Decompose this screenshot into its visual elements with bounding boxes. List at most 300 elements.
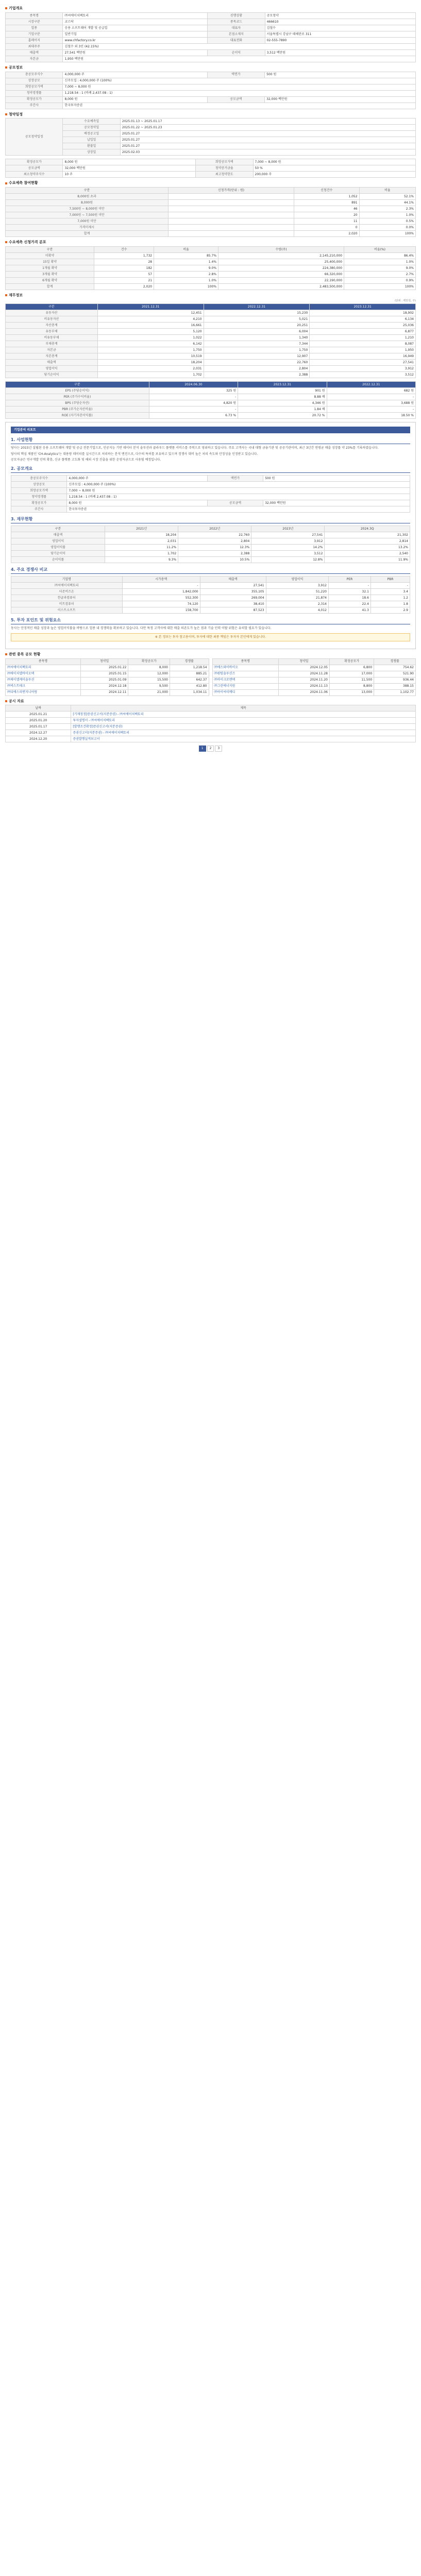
column-header: 청약일: [278, 658, 329, 665]
table-cell: 자산총계: [6, 322, 98, 328]
column-header: 2023년: [251, 526, 325, 532]
header-row: [6, 705, 416, 711]
column-header: 구분: [6, 303, 98, 310]
finance-table: [5, 303, 416, 378]
table-cell: 3,512: [251, 550, 325, 556]
schedule-row: [6, 118, 416, 125]
table-cell: PBR (주가순자산비율): [6, 406, 149, 412]
table-cell: 100%: [154, 283, 218, 290]
table-cell: 6,134: [310, 316, 416, 322]
table-cell: 순이익률: [11, 556, 105, 563]
table-cell: 5,021: [204, 316, 310, 322]
table-cell: 12,000: [128, 671, 170, 677]
info-value: 7,000 ~ 8,000 원: [67, 487, 410, 494]
table-cell: 3개월 확약: [6, 271, 94, 277]
info-value: 8,000 원: [67, 500, 207, 506]
table-cell: 3,512: [310, 371, 416, 378]
table-cell: 521.90: [374, 671, 416, 677]
info-row: [6, 172, 416, 178]
table-row: [11, 607, 410, 613]
table-cell: 비유동부채: [6, 334, 98, 341]
related-stock-link[interactable]: ㈜아이씨티메디: [212, 689, 278, 696]
schedule-value: 2025.01.13 ~ 2025.01.17: [120, 118, 415, 125]
header-row: [6, 188, 416, 194]
schedule-table: [5, 118, 416, 156]
table-cell: 1,842,000: [122, 588, 200, 595]
table-cell: 27,541: [200, 582, 266, 588]
info-value: 8,000 원: [63, 96, 207, 103]
table-cell: 비트컴퓨터: [11, 601, 123, 607]
table-cell: [169, 200, 294, 206]
table-row: [6, 683, 209, 689]
table-cell: 10.5%: [178, 556, 251, 563]
info-row: [6, 159, 416, 165]
table-cell: 52.1%: [359, 194, 415, 200]
table-cell: 12.8%: [251, 556, 325, 563]
table-cell: 9.0%: [344, 265, 416, 271]
column-header: 2022.12.31: [327, 381, 415, 387]
lockup-table: [5, 246, 416, 290]
table-cell: 2024.11.28: [278, 671, 329, 677]
info-value: 4,000,000 주: [63, 72, 207, 78]
table-cell: -: [149, 406, 238, 412]
info-value: 일반기업: [63, 31, 208, 37]
related-stock-link[interactable]: ㈜넥스트테크: [6, 683, 81, 689]
table-cell: 388.15: [374, 683, 416, 689]
table-cell: 10,519: [97, 353, 204, 359]
table-row: [6, 200, 416, 206]
table-cell: 8,000원: [6, 200, 169, 206]
info-label: 종목코드: [208, 19, 265, 25]
news-table: [5, 705, 416, 742]
info-row: [6, 43, 416, 49]
table-cell: 17,000: [329, 671, 374, 677]
report-heading-1: 1. 사업현황: [11, 437, 410, 444]
table-row: [6, 365, 416, 371]
related-stock-link[interactable]: ㈜마이크로엔텍: [212, 677, 278, 683]
table-cell: 부채총계: [6, 341, 98, 347]
table-row: [6, 371, 416, 378]
table-cell: 4,012: [266, 607, 328, 613]
disclaimer-notice: ※ 본 정보는 투자 참고용이며, 투자에 대한 최종 책임은 투자자 본인에게 있습니다.: [11, 633, 410, 641]
table-cell: 16,661: [97, 322, 204, 328]
table-cell: 2025.01.09: [80, 677, 128, 683]
table-cell: 21: [94, 277, 154, 283]
info-row: [6, 78, 416, 84]
table-cell: 6,004: [204, 328, 310, 334]
table-cell: 가격미제시: [6, 225, 169, 231]
table-row: [6, 353, 416, 359]
info-row: [6, 72, 416, 78]
table-cell: 891: [294, 200, 359, 206]
table-cell: 유동자산: [6, 310, 98, 316]
column-header: 확정공모가: [329, 658, 374, 665]
table-cell: 1,702: [97, 371, 204, 378]
table-row: [6, 665, 209, 671]
table-row: [6, 271, 416, 277]
table-cell: 2025.01.22: [80, 665, 128, 671]
schedule-label: 상장일: [63, 149, 120, 156]
table-cell: 2,314: [266, 601, 328, 607]
table-row: [6, 218, 416, 225]
info-value: www.chfactory.co.kr: [63, 37, 208, 43]
info-row: [6, 37, 416, 43]
table-cell: 7,000원 미만: [6, 218, 169, 225]
table-row: [6, 252, 416, 259]
report-paragraph-2: 당사의 핵심 제품인 'CH-Analytics'는 대용량 데이터를 실시간으로 처리하는 분석 엔진으로, 다수의 특허를 보유하고 있으며 경쟁사 대비 높은 처리 속도와 안정성을 인정받고 있습니다.: [11, 452, 258, 456]
column-header: 비율: [154, 246, 218, 252]
table-cell: 13,000: [329, 689, 374, 696]
info-label: 청약경쟁률: [11, 494, 67, 500]
table-cell: 2.3%: [359, 206, 415, 212]
table-row: [6, 394, 416, 400]
table-cell: 8.88 배: [238, 394, 327, 400]
column-header: 날짜: [6, 705, 71, 711]
table-cell: 3,912: [266, 582, 328, 588]
table-cell: 22,760: [204, 359, 310, 365]
info-label: 홈페이지: [6, 37, 63, 43]
info-value: 공모청약: [265, 12, 415, 19]
table-cell: 20,251: [204, 322, 310, 328]
table-cell: 6.73 %: [149, 412, 238, 418]
peer-table: [11, 576, 410, 614]
offer-info-table: [5, 72, 416, 109]
table-cell: 6,877: [310, 328, 416, 334]
table-cell: 1,702: [105, 550, 178, 556]
info-value: 32,000 백만원: [63, 165, 196, 172]
schedule-label: 수요예측일: [63, 118, 120, 125]
info-label: 최고청약한도: [196, 172, 253, 178]
column-header: PBR: [371, 576, 410, 582]
info-value: 신주모집 : 4,000,000 주 (100%): [63, 78, 416, 84]
table-cell: [169, 225, 294, 231]
info-row: [6, 25, 416, 31]
table-cell: 1,750: [204, 347, 310, 353]
table-cell: 2,388: [178, 550, 251, 556]
basic-info-table: [5, 12, 416, 62]
related-stock-link[interactable]: ㈜그린에너지원: [212, 683, 278, 689]
table-row: [6, 387, 416, 394]
info-row: [11, 481, 410, 487]
table-cell: 74,120: [122, 601, 200, 607]
related-stock-link[interactable]: ㈜퀀텀솔루션즈: [212, 671, 278, 677]
table-row: [6, 689, 209, 696]
info-label: 시장구분: [6, 19, 63, 25]
table-cell: 20: [294, 212, 359, 218]
table-cell: 2,483,500,000: [218, 283, 344, 290]
table-cell: 1,732: [94, 252, 154, 259]
table-cell: 11,500: [329, 677, 374, 683]
table-row: [6, 406, 416, 412]
info-value: 한국투자증권: [67, 506, 410, 512]
schedule-row: [6, 149, 416, 156]
schedule-value: 2025.01.27: [120, 137, 415, 143]
table-cell: 12.3%: [178, 544, 251, 550]
table-cell: 8,087: [310, 341, 416, 347]
table-cell: 224,380,000: [218, 265, 344, 271]
table-cell: 9.3%: [105, 556, 178, 563]
column-header: 제목: [71, 705, 416, 711]
table-row: [11, 601, 410, 607]
section-title-related: 관련 종목 공모 현황: [5, 652, 416, 657]
column-header: 2024.06.30: [149, 381, 238, 387]
table-cell: 2.8%: [154, 271, 218, 277]
news-date: 2024.12.20: [6, 736, 71, 742]
section-title-basic: 기업개요: [5, 6, 416, 11]
column-header: 2023.12.31: [310, 303, 416, 310]
info-value: 한국투자증권: [63, 103, 416, 109]
table-cell: 1,210: [310, 334, 416, 341]
table-cell: 2,031: [105, 538, 178, 544]
table-cell: 85.7%: [154, 252, 218, 259]
table-cell: 2024.12.05: [278, 665, 329, 671]
report-heading-5: 5. 투자 포인트 및 위험요소: [11, 618, 410, 624]
table-row: [6, 322, 416, 328]
table-row: [11, 532, 410, 538]
info-row: [6, 19, 416, 25]
info-value: 코스닥: [63, 19, 208, 25]
info-value: 466610: [265, 19, 415, 25]
section-title-news: 공시 자료: [5, 699, 416, 704]
report-title: 기업분석 리포트: [11, 427, 410, 434]
table-cell: 2.9: [371, 607, 410, 613]
table-cell: 2,388: [204, 371, 310, 378]
table-row: [212, 677, 416, 683]
info-value: 32,000 백만원: [265, 96, 416, 103]
info-label: 매출액: [6, 49, 63, 56]
ipo-price-table: [5, 159, 416, 178]
table-cell: 1.0%: [344, 259, 416, 265]
column-header: 구분: [11, 526, 105, 532]
table-cell: -: [149, 394, 238, 400]
info-value: 4,000,000 주: [67, 475, 207, 481]
table-cell: 15,500: [128, 677, 170, 683]
page-link[interactable]: 2: [207, 745, 214, 752]
info-value: 27,541 백만원: [63, 49, 208, 56]
table-row: [6, 310, 416, 316]
column-header: 2023.12.31: [238, 381, 327, 387]
table-cell: 22.4: [329, 601, 371, 607]
table-cell: 18,204: [97, 359, 204, 365]
table-cell: 18,204: [105, 532, 178, 538]
info-value: 500 원: [265, 72, 416, 78]
table-cell: BPS (주당순자산): [6, 400, 149, 406]
table-row: [6, 341, 416, 347]
table-cell: 0.9%: [344, 277, 416, 283]
table-cell: 0.0%: [359, 225, 415, 231]
table-cell: 25,400,000: [218, 259, 344, 265]
table-cell: 682 원: [327, 387, 415, 394]
table-cell: 2,804: [178, 538, 251, 544]
news-date: 2025.01.20: [6, 718, 71, 724]
news-title-link[interactable]: 투자설명서 - ㈜씨에이치팩토리: [71, 718, 416, 724]
table-cell: 22,760: [178, 532, 251, 538]
table-cell: 7,344: [204, 341, 310, 347]
info-value: 1,218.54 : 1 (비례 2,437.08 : 1): [63, 90, 416, 96]
info-value: 7,000 ~ 8,000 원: [63, 84, 416, 90]
table-cell: 영업이익: [6, 365, 98, 371]
info-label: 확정공모가: [11, 500, 67, 506]
table-cell: 11: [294, 218, 359, 225]
info-label: 진행상황: [208, 12, 265, 19]
info-value: 김철수: [265, 25, 415, 31]
related-stock-link[interactable]: ㈜에이치엘바이오텍: [6, 671, 81, 677]
page-link[interactable]: 3: [215, 745, 222, 752]
info-label: 주간사: [6, 103, 63, 109]
table-cell: [169, 218, 294, 225]
table-row: [11, 588, 410, 595]
table-cell: 2025.01.15: [80, 671, 128, 677]
table-cell: 2.7%: [344, 271, 416, 277]
related-stock-link[interactable]: ㈜씨에이치팩토리: [6, 665, 81, 671]
news-row: [6, 736, 416, 742]
finance-unit: (단위 : 백만원, 주): [395, 299, 416, 302]
table-cell: 18,902: [310, 310, 416, 316]
table-cell: 325 원: [149, 387, 238, 394]
info-label: 대표자: [208, 25, 265, 31]
table-cell: 미확약: [6, 252, 94, 259]
schedule-label: 공모청약일: [63, 125, 120, 131]
table-cell: 당기순이익: [6, 371, 98, 378]
schedule-value: 2025.01.27: [120, 131, 415, 137]
table-cell: 영업이익률: [11, 544, 105, 550]
table-cell: 4,820 원: [149, 400, 238, 406]
table-cell: 2,020: [294, 231, 359, 237]
table-cell: 41.3: [329, 607, 371, 613]
table-cell: 매출액: [6, 359, 98, 365]
table-cell: 2024.12.18: [80, 683, 128, 689]
news-title-link[interactable]: 증권신고서(지분증권) - ㈜씨에이치팩토리: [71, 730, 416, 736]
table-cell: 1.0%: [359, 212, 415, 218]
table-row: [6, 359, 416, 365]
table-row: [11, 544, 410, 550]
info-label: 총공모주식수: [6, 72, 63, 78]
table-row: [11, 556, 410, 563]
news-title-link[interactable]: [기재정정]증권신고서(지분증권) - ㈜씨에이치팩토리: [71, 711, 416, 718]
table-cell: 8,000원 초과: [6, 194, 169, 200]
section-title-schedule: 청약일정: [5, 112, 416, 117]
column-header: 2022년: [178, 526, 251, 532]
table-cell: 16,949: [310, 353, 416, 359]
related-stock-link[interactable]: ㈜에스와이바이오: [212, 665, 278, 671]
schedule-value: 2025.02.03: [120, 149, 415, 156]
table-row: [6, 259, 416, 265]
table-cell: 1,218.54: [170, 665, 209, 671]
pagination: [5, 745, 416, 752]
info-value: 1,218.54 : 1 (비례 2,437.08 : 1): [67, 494, 410, 500]
table-cell: -: [329, 582, 371, 588]
table-cell: 901 원: [238, 387, 327, 394]
table-cell: 2,145,210,000: [218, 252, 344, 259]
table-cell: 1,102.77: [374, 689, 416, 696]
report-paragraph-4: 동사는 안정적인 매출 성장과 높은 영업이익률을 바탕으로 업종 내 경쟁력을 확보하고 있습니다. 다만 특정 고객사에 대한 매출 의존도가 높은 점과 기술 인력 이탈 위험은 유의할 필요가 있습니다.: [11, 626, 272, 630]
table-cell: 자본총계: [6, 353, 98, 359]
report-heading-2: 2. 공모개요: [11, 466, 410, 473]
report-paragraph-1: 당사는 2015년 설립된 응용 소프트웨어 개발 및 공급 전문기업으로, 인공지능 기반 데이터 분석 솔루션과 클라우드 플랫폼 서비스를 주력으로 영위하고 있습니다. 주요 고객사는 국내 대형 금융기관 및 공공기관이며, 최근 3년간 연평균 매출 성장률 약 23%를 기록하였습니다.: [11, 446, 379, 450]
table-cell: 1개월 확약: [6, 265, 94, 271]
column-header: 청약일: [80, 658, 128, 665]
news-row: [6, 711, 416, 718]
table-cell: 8,000: [128, 665, 170, 671]
table-cell: 유동부채: [6, 328, 98, 334]
schedule-label: 배정공고일: [63, 131, 120, 137]
table-cell: [169, 231, 294, 237]
table-cell: 936.44: [374, 677, 416, 683]
table-cell: 5,120: [97, 328, 204, 334]
table-cell: 9.0%: [154, 265, 218, 271]
info-row: [11, 500, 410, 506]
table-row: [6, 206, 416, 212]
info-value: 50 %: [253, 165, 415, 172]
table-cell: 21,874: [266, 595, 328, 601]
info-value: 32,000 백만원: [263, 500, 410, 506]
column-header: 영업이익: [266, 576, 328, 582]
section-title-finance: 재무정보: [5, 293, 416, 298]
header-row: [11, 576, 410, 582]
table-cell: 11.2%: [105, 544, 178, 550]
table-cell: 합계: [6, 283, 94, 290]
table-cell: [169, 194, 294, 200]
related-stock-link[interactable]: ㈜디에스피엔지니어링: [6, 689, 81, 696]
table-cell: 355,105: [200, 588, 266, 595]
table-cell: 642.37: [170, 677, 209, 683]
table-cell: 2,540: [325, 550, 410, 556]
related-table-right: [212, 658, 416, 696]
news-title-link[interactable]: [발행조건확정]증권신고서(지분증권): [71, 724, 416, 730]
table-cell: 269,004: [200, 595, 266, 601]
table-row: [212, 671, 416, 677]
table-cell: 44.1%: [359, 200, 415, 206]
info-row: [6, 56, 416, 62]
table-cell: 영업이익: [11, 538, 105, 544]
header-row: [212, 658, 416, 665]
report-paragraph-3: 공모자금은 연구개발 인력 확충, 신규 플랫폼 고도화 및 해외 시장 진출을 위한 운영자금으로 사용될 예정입니다.: [11, 458, 161, 462]
info-value: 02-555-7890: [265, 37, 415, 43]
info-row: [11, 487, 410, 494]
page-link[interactable]: 1: [199, 745, 206, 752]
info-label: 희망공모가액: [6, 84, 63, 90]
table-cell: 2024.11.06: [278, 689, 329, 696]
info-value: 200,000 주: [253, 172, 415, 178]
schedule-row: [6, 143, 416, 149]
demand-table: [5, 187, 416, 237]
info-row: [11, 506, 410, 512]
related-stock-link[interactable]: ㈜제이엘케이솔루션: [6, 677, 81, 683]
info-value: 김철수 외 3인 (42.15%): [63, 43, 416, 49]
table-row: [6, 225, 416, 231]
info-label: 확정공모가: [6, 159, 63, 165]
column-header: 시가총액: [122, 576, 200, 582]
table-cell: 2,814: [325, 538, 410, 544]
table-cell: 더존비즈온: [11, 588, 123, 595]
table-cell: 14.2%: [251, 544, 325, 550]
column-header: 확정공모가: [128, 658, 170, 665]
info-label: 대표전화: [208, 37, 265, 43]
table-cell: 18.6: [329, 595, 371, 601]
info-row: [6, 96, 416, 103]
table-row: [6, 671, 209, 677]
report-sub-table: [11, 526, 410, 563]
info-label: 순이익: [208, 49, 265, 56]
related-table-left: [5, 658, 209, 696]
table-cell: 2,020: [94, 283, 154, 290]
news-title-link[interactable]: 증권발행실적보고서: [71, 736, 416, 742]
table-cell: PER (주가수익비율): [6, 394, 149, 400]
info-value: ㈜씨에이치팩토리: [63, 12, 208, 19]
info-row: [6, 90, 416, 96]
header-row: [6, 658, 209, 665]
table-row: [11, 595, 410, 601]
